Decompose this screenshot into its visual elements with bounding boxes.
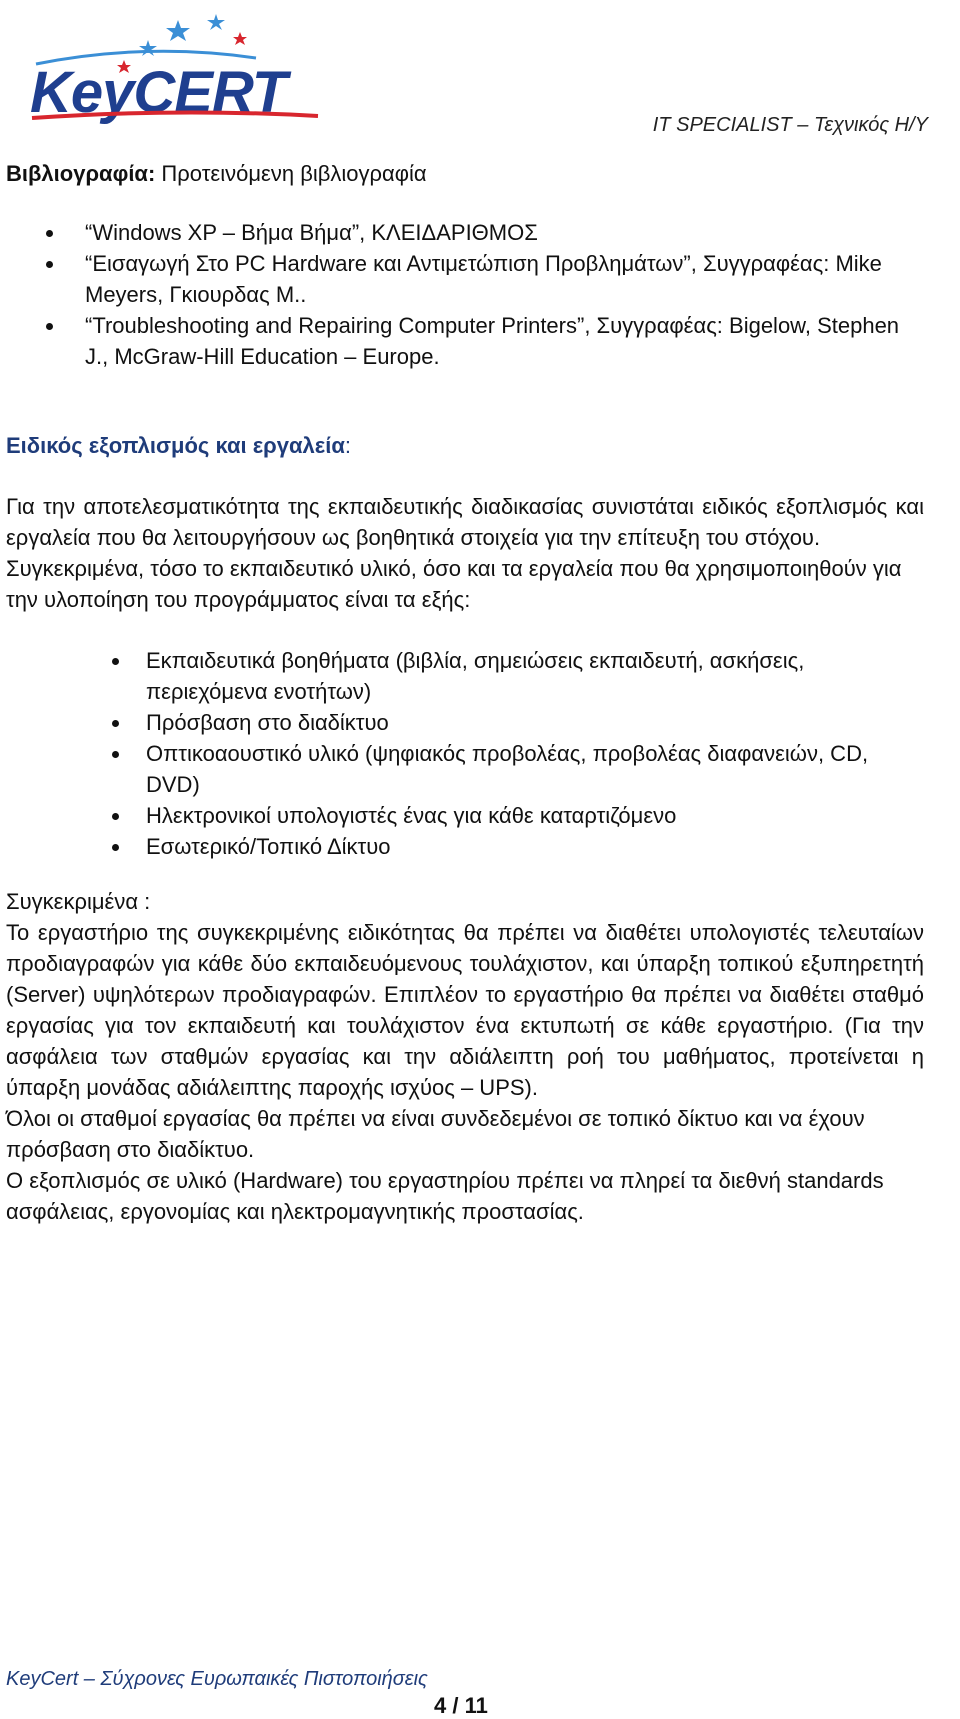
keycert-logo	[26, 12, 336, 124]
bibliography-label-rest: Προτεινόμενη βιβλιογραφία	[155, 161, 427, 186]
equipment-label: Ειδικός εξοπλισμός και εργαλεία	[6, 433, 345, 458]
bibliography-heading	[6, 158, 924, 189]
tools-list	[6, 645, 924, 862]
footer-text: KeyCert – Σύχρονες Ευρωπαικές Πιστοποιήσεις	[6, 1668, 428, 1690]
header-title: IT SPECIALIST – Τεχνικός Η/Υ	[652, 114, 928, 136]
list-item: Εκπαιδευτικά βοηθήματα (βιβλία, σημειώσεις εκπαιδευτή, ασκήσεις, περιεχόμενα ενοτήτων)	[6, 645, 924, 707]
bibliography-label: Βιβλιογραφία:	[6, 161, 156, 186]
specifically-label: Συγκεκριμένα :	[6, 889, 151, 914]
list-item: Πρόσβαση στο διαδίκτυο	[6, 707, 924, 738]
list-item: Εσωτερικό/Τοπικό Δίκτυο	[6, 831, 924, 862]
list-item: “Windows XP – Βήμα Βήμα”, ΚΛΕΙΔΑΡΙΘΜΟΣ	[6, 217, 924, 248]
equipment-heading	[6, 430, 924, 461]
network-paragraph: Όλοι οι σταθμοί εργασίας θα πρέπει να είναι συνδεδεμένοι σε τοπικό δίκτυο και να έχουν πρόσβαση στο διαδίκτυο.	[6, 1106, 865, 1162]
bibliography-list	[6, 217, 924, 372]
logo-text: KeyCERT	[30, 60, 287, 124]
equipment-label-colon: :	[344, 433, 351, 458]
list-item: “Troubleshooting and Repairing Computer Printers”, Συγγραφέας: Bigelow, Stephen J., McGraw-Hill Education – Europe.	[6, 310, 924, 372]
equipment-intro: Για την αποτελεσματικότητα της εκπαιδευτικής διαδικασίας συνιστάται ειδικός εξοπλισμός και εργαλεία που θα λειτουργήσουν ως βοηθητικά στοιχεία για την επίτευξη του στόχου.	[6, 494, 924, 550]
document-body	[6, 158, 924, 1227]
equipment-intro-2: Συγκεκριμένα, τόσο το εκπαιδευτικό υλικό, όσο και τα εργαλεία που θα χρησιμοποιηθούν για την υλοποίηση του προγράμματος είναι τα εξής:	[6, 556, 902, 612]
hardware-paragraph: Ο εξοπλισμός σε υλικό (Hardware) του εργαστηρίου πρέπει να πληρεί τα διεθνή standards ασφάλειας, εργονομίας και ηλεκτρομαγνητικής προστασίας.	[6, 1168, 884, 1224]
page-number: 4 / 11	[434, 1693, 488, 1718]
lab-paragraph: Το εργαστήριο της συγκεκριμένης ειδικότητας θα πρέπει να διαθέτει υπολογιστές τελευταίων προδιαγραφών για κάθε δύο εκπαιδευόμενους τουλάχιστον, και ύπαρξη τοπικού εξυπηρετητή (Server) υψηλότερων προδιαγραφών. Επιπλέον το εργαστήριο θα πρέπει να διαθέτει σταθμό εργασίας για τον εκπαιδευτή και τουλάχιστον ένα εκτυπωτή σε κάθε εργαστήριο. (Για την ασφάλεια των σταθμών εργασίας και την αδιάλειπτη ροή του μαθήματος, προτείνεται η ύπαρξη μονάδας αδιάλειπτης παροχής ισχύος – UPS).	[6, 920, 924, 1100]
list-item: “Εισαγωγή Στο PC Hardware και Αντιμετώπιση Προβλημάτων”, Συγγραφέας: Mike Meyers, Γκιουρδας Μ..	[6, 248, 924, 310]
list-item: Ηλεκτρονικοί υπολογιστές ένας για κάθε καταρτιζόμενο	[6, 800, 924, 831]
list-item: Οπτικοαουστικό υλικό (ψηφιακός προβολέας, προβολέας διαφανειών, CD, DVD)	[6, 738, 924, 800]
